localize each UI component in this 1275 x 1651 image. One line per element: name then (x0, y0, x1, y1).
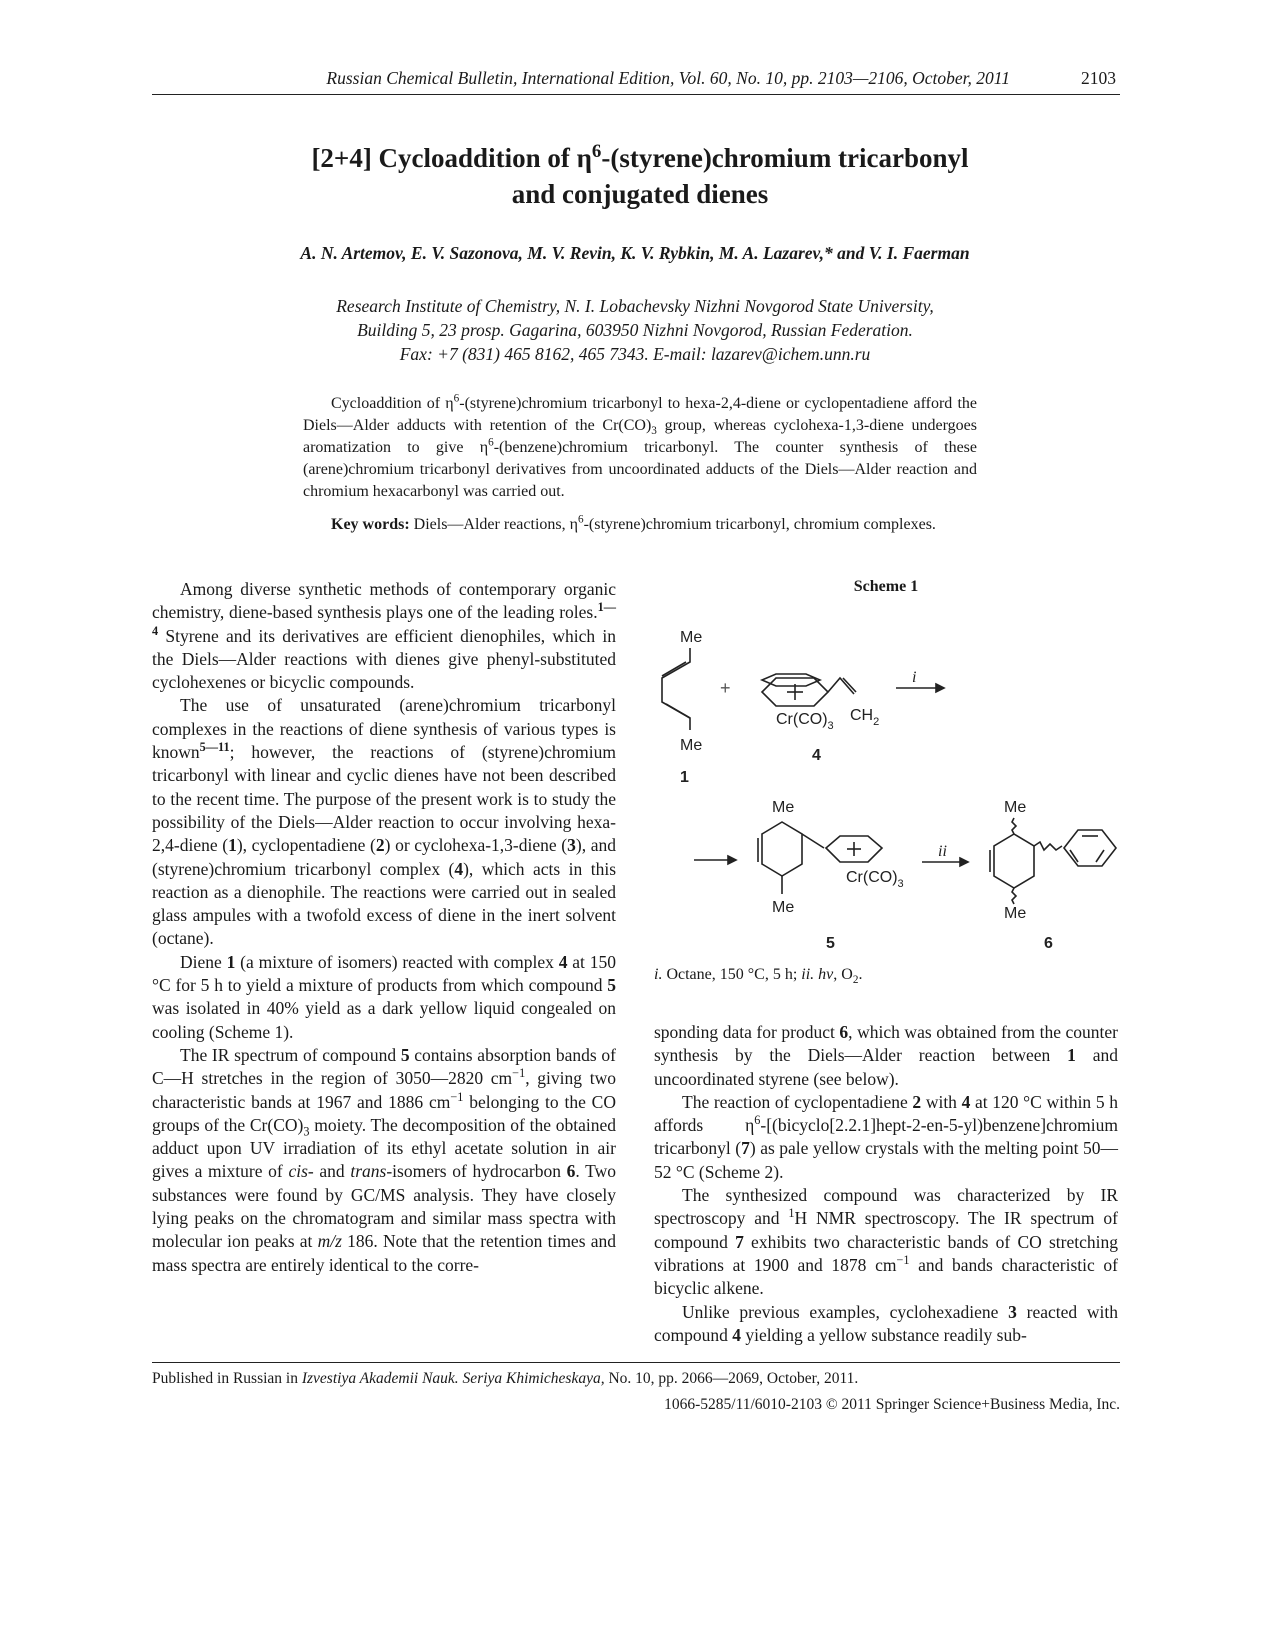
reaction-arrow-continue (694, 856, 736, 864)
paragraph: The synthesized compound was characterized by IR spectroscopy and $^1$H NMR spectroscopy. The IR spectrum of compound 7 exhibits two characteristic bands of CO stretching vibrations at 1900 and 1878 $cm^{-1}$ and bands characteristic of bicyclic alkene. (654, 1185, 1118, 1299)
article-title (180, 140, 1100, 212)
affiliation-line: Research Institute of Chemistry, N. I. Lobachevsky Nizhni Novgorod State University, (336, 296, 934, 316)
scheme-title: Scheme 1 (853, 578, 919, 595)
paragraph: The use of unsaturated (arene)chromium tricarbonyl complexes in the reactions of diene synthesis of various types is known$^{5—11}$; however, the reactions of (styrene)chromium tricarbonyl with linear and cyclic dienes have not been described to the recent time. The purpose of the present work is to study the possibility of the Diels—Alder reaction to occur involving hexa-2,4-diene (1), cyclopentadiene (2) or cyclohexa-1,3-diene (3), and (styrene)chromium tricarbonyl complex (4), which acts in this reaction as a dienophile. The reactions were carried out in sealed glass ampules with a twofold excess of diene in the inert solvent (octane). (152, 695, 617, 949)
reaction-arrow-i (896, 669, 944, 692)
compound-label-1: 1 (680, 769, 689, 786)
paragraph: Unlike previous examples, cyclohexadiene 3 reacted with compound 4 yielding a yellow substance readily sub- (654, 1301, 1119, 1345)
paragraph: The IR spectrum of compound 5 contains absorption bands of C—H stretches in the region of 3050—2820 $cm^{-1}$, giving two characteristic bands at 1967 and 1886 $cm^{-1}$ belonging to the CO groups of the $Cr(CO)_3$ moiety. The decomposition of the obtained adduct upon UV irradiation of its ethyl acetate solution in air gives a mixture of cis- and trans-isomers of hydrocarbon 6. Two substances were found by GC/MS analysis. They have closely lying peaks on the chromatogram and similar mass spectra with molecular ion peaks at m/z 186. Note that the retention times and mass spectra are entirely identical to the corre- (152, 1044, 617, 1275)
cr-co3-label: $Cr(CO)_3$ (776, 711, 834, 732)
journal-citation: Russian Chemical Bulletin, International Edition, Vol. 60, No. 10, pp. 2103—2106, October, 2011 (326, 68, 1010, 88)
me-label: Me (680, 737, 703, 754)
styrene-complex-4 (762, 674, 879, 764)
reaction-arrow-ii (922, 843, 968, 866)
me-label: Me (772, 899, 795, 916)
affiliation-line: Building 5, 23 prosp. Gagarina, 603950 Nizhni Novgorod, Russian Federation. (357, 320, 913, 340)
affiliation-line: Fax: +7 (831) 465 8162, 465 7343. E-mail: lazarev@ichem.unn.ru (399, 344, 871, 364)
published-note: Published in Russian in Izvestiya Akademii Nauk. Seriya Khimicheskaya, No. 10, pp. 2066—2069, October, 2011. (152, 1370, 859, 1387)
cycloadduct-5 (758, 799, 904, 952)
me-label: Me (680, 629, 703, 646)
title-sup: 6 (591, 141, 602, 162)
me-label: Me (772, 799, 795, 816)
compound-label-5: 5 (826, 935, 835, 952)
plus-sign: + (720, 678, 731, 698)
paragraph: sponding data for product 6, which was obtained from the counter synthesis by the Diels—Alder reaction between 1 and uncoordinated styrene (see below). (654, 1022, 1118, 1089)
title-part: [2+4] Cycloaddition of η (311, 143, 592, 173)
cr-co3-label: $Cr(CO)_3$ (846, 869, 904, 890)
compound-label-6: 6 (1044, 935, 1053, 952)
hydrocarbon-6 (990, 799, 1116, 952)
footer-divider (152, 1362, 1120, 1363)
diene-structure-1 (662, 629, 702, 786)
title-part: -(styrene)chromium tricarbonyl (601, 143, 969, 173)
authors: A. N. Artemov, E. V. Sazonova, M. V. Revin, K. V. Rybkin, M. A. Lazarev,* and V. I. Faerman (300, 243, 970, 263)
scheme-caption: i. Octane, 150 °C, 5 h; ii. hν, $O_2$. (654, 966, 863, 987)
body-right-column (654, 1021, 1118, 1347)
page-number: 2103 (1081, 68, 1116, 88)
arrow-label-ii: ii (938, 843, 947, 860)
body-left-column (152, 578, 616, 1277)
me-label: Me (1004, 905, 1027, 922)
paragraph: Diene 1 (a mixture of isomers) reacted with complex 4 at 150 °C for 5 h to yield a mixture of products from which compound 5 was isolated in 40% yield as a dark yellow liquid congealed on cooling (Scheme 1). (152, 951, 616, 1042)
paragraph: The reaction of cyclopentadiene 2 with 4 at 120 °C within 5 h affords $\eta^6-[(bicyclo[2.2.1]hept-2-en-5-yl)benzene]chromium$ tricarbonyl (7) as pale yellow crystals with the melting point 50—52 °C (Scheme 2). (654, 1091, 1119, 1182)
affiliation (150, 294, 1120, 366)
paragraph: Among diverse synthetic methods of contemporary organic chemistry, diene-based synthesis plays one of the leading roles.$^{1—4}$ Styrene and its derivatives are efficient dienophiles, which in the Diels—Alder reactions with dienes give phenyl-substituted cyclohexenes or bicyclic compounds. (152, 579, 616, 693)
title-line2: and conjugated dienes (511, 179, 769, 209)
running-head (152, 66, 1120, 95)
keywords-label: Key words: (331, 516, 410, 533)
copyright-line: 1066-5285/11/6010-2103 © 2011 Springer Science+Business Media, Inc. (664, 1396, 1120, 1413)
arrow-label-i: i (912, 669, 917, 686)
reaction-scheme (654, 600, 1118, 960)
me-label: Me (1004, 799, 1027, 816)
abstract: Cycloaddition of $\eta^6-(styrene)chromium$ tricarbonyl to hexa-2,4-diene or cyclopentadiene afford the Diels—Alder adducts with retention of the $Cr(CO)_3$ group, whereas cyclohexa-1,3-diene undergoes aromatization to give $\eta^6-(benzene)chromium$ tricarbonyl. The counter synthesis of these (arene)chromium tricarbonyl derivatives from uncoordinated adducts of the Diels—Alder reaction and chromium hexacarbonyl was carried out. (303, 392, 978, 500)
ch2-label: $CH_2$ (850, 707, 880, 728)
keywords: Key words: Diels—Alder reactions, $\eta^6-(styrene)chromium$ tricarbonyl, chromium complexes. (331, 513, 936, 533)
compound-label-4: 4 (812, 747, 821, 764)
